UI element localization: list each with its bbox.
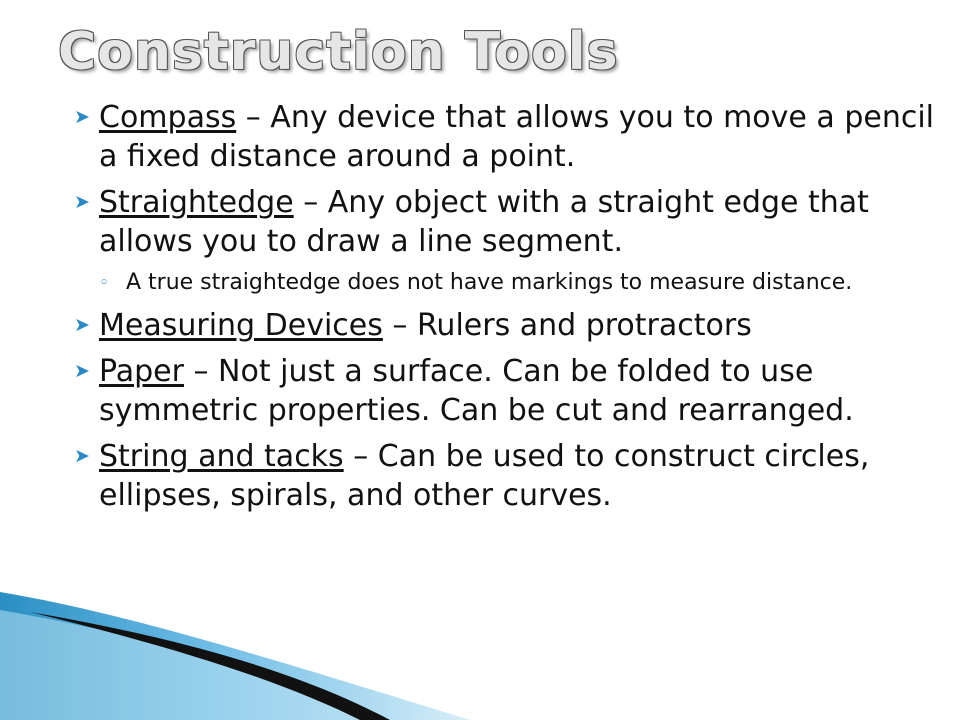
sub-bullet-text: A true straightedge does not have markings to measure distance. [126,270,853,295]
right-arrow-bullet-icon: ➤ [74,445,90,467]
bullet-term: Measuring Devices [99,308,383,343]
bullet-separator: – [343,439,378,474]
bullet-term: Compass [99,100,237,135]
swoosh-light-band [0,610,380,720]
slide-title: Construction Tools [58,22,619,82]
right-arrow-bullet-icon: ➤ [74,314,90,336]
bullet-text: Can be used to construct circles, ellipses, spirals, and other curves. [99,439,870,513]
bullet-list [74,98,934,522]
bullet-term: String and tacks [99,439,344,474]
bullet-text: Any object with a straight edge that allows you to draw a line segment. [99,185,869,259]
bullet-term: Straightedge [99,185,294,220]
bullet-separator: – [382,308,417,343]
bullet-measuring-devices [74,306,934,345]
right-arrow-bullet-icon: ➤ [74,360,90,382]
right-arrow-bullet-icon: ➤ [74,106,90,128]
bullet-separator: – [236,100,271,135]
sub-bullet-straightedge-markings [99,268,934,298]
ring-bullet-icon: ◦ [99,273,110,293]
bullet-paper [74,352,934,430]
bullet-term: Paper [99,354,184,389]
bullet-string-and-tacks [74,437,934,515]
bullet-compass [74,98,934,176]
bullet-text: Not just a surface. Can be folded to use symmetric properties. Can be cut and rearranged. [99,354,854,428]
right-arrow-bullet-icon: ➤ [74,191,90,213]
bullet-separator: – [293,185,328,220]
bullet-text: Rulers and protractors [416,308,752,343]
bullet-separator: – [183,354,219,389]
bullet-straightedge [74,183,934,261]
bullet-text: Any device that allows you to move a pencil a fixed distance around a point. [99,100,935,174]
